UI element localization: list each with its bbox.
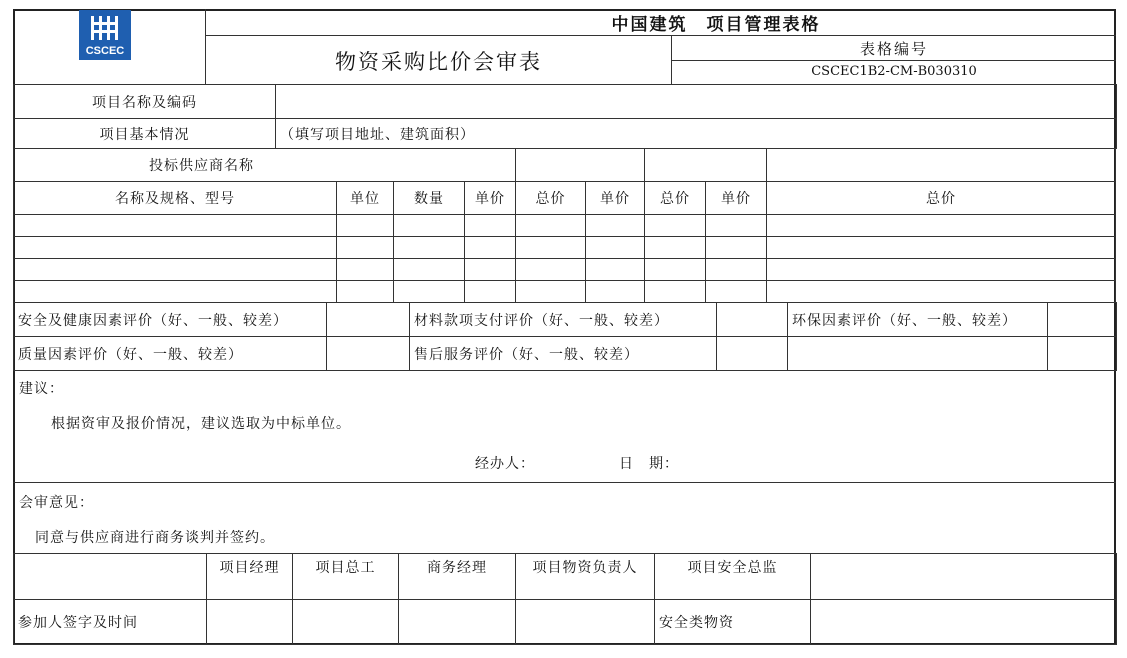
cell[interactable] <box>767 259 1116 281</box>
signoff-table <box>13 553 1117 645</box>
table-row <box>14 259 1116 281</box>
cell[interactable] <box>337 259 394 281</box>
env-eval-label: 环保因素评价（好、一般、较差） <box>788 303 1048 337</box>
quote-table <box>13 148 1116 303</box>
quality-eval-label: 质量因素评价（好、一般、较差） <box>14 337 327 371</box>
cell[interactable] <box>767 215 1116 237</box>
signoff-corner <box>14 554 207 600</box>
review-text: 同意与供应商进行商务谈判并签约。 <box>35 530 275 546</box>
project-info-table <box>13 84 1117 149</box>
col-qty: 数量 <box>394 182 465 215</box>
col-price-3: 单价 <box>706 182 767 215</box>
cell[interactable] <box>465 215 516 237</box>
table-row <box>14 281 1116 303</box>
cell[interactable] <box>645 281 706 303</box>
role-project-manager: 项目经理 <box>207 554 293 600</box>
aftersale-eval-value[interactable] <box>717 337 788 371</box>
cell[interactable] <box>465 259 516 281</box>
col-price-2: 单价 <box>586 182 645 215</box>
role-safety-director: 项目安全总监 <box>655 554 811 600</box>
sign-material-lead[interactable] <box>516 600 655 645</box>
payment-eval-value[interactable] <box>717 303 788 337</box>
cell[interactable] <box>394 215 465 237</box>
cell[interactable] <box>516 237 586 259</box>
cell[interactable] <box>394 281 465 303</box>
cell[interactable] <box>645 215 706 237</box>
col-total-1: 总价 <box>516 182 586 215</box>
cell[interactable] <box>706 215 767 237</box>
cell[interactable] <box>14 237 337 259</box>
cell[interactable] <box>337 237 394 259</box>
cscec-logo <box>79 10 131 60</box>
eval-blank-value[interactable] <box>1048 337 1117 371</box>
supplier-name-label: 投标供应商名称 <box>14 149 516 182</box>
cell[interactable] <box>394 237 465 259</box>
cell[interactable] <box>586 259 645 281</box>
safety-material-label: 安全类物资 <box>655 600 811 645</box>
supplier-2-name[interactable] <box>645 149 767 182</box>
cell[interactable] <box>465 281 516 303</box>
safety-material-value[interactable] <box>811 600 1117 645</box>
role-chief-engineer: 项目总工 <box>293 554 399 600</box>
cell[interactable] <box>14 281 337 303</box>
payment-eval-label: 材料款项支付评价（好、一般、较差） <box>410 303 717 337</box>
table-row <box>14 215 1116 237</box>
suggestion-label: 建议： <box>19 381 64 397</box>
project-info-label: 项目基本情况 <box>14 119 276 149</box>
cell[interactable] <box>706 259 767 281</box>
suggestion-text: 根据资审及报价情况，建议选取为中标单位。 <box>51 416 351 432</box>
cell[interactable] <box>586 237 645 259</box>
cell[interactable] <box>645 259 706 281</box>
cell[interactable] <box>767 237 1116 259</box>
form-no: CSCEC1B2-CM-B030310 <box>811 64 977 79</box>
aftersale-eval-label: 售后服务评价（好、一般、较差） <box>410 337 717 371</box>
handler-label: 经办人： <box>475 456 535 472</box>
company-title: 中国建筑 项目管理表格 <box>206 10 1116 36</box>
cell[interactable] <box>516 215 586 237</box>
col-unit: 单位 <box>337 182 394 215</box>
sign-label: 参加人签字及时间 <box>14 600 207 645</box>
col-price-1: 单价 <box>465 182 516 215</box>
col-total-3: 总价 <box>767 182 1116 215</box>
quality-eval-value[interactable] <box>327 337 410 371</box>
role-commercial-manager: 商务经理 <box>399 554 516 600</box>
logo-text: CSCEC <box>85 45 125 57</box>
suggestion-section <box>13 370 1116 483</box>
role-material-lead: 项目物资负责人 <box>516 554 655 600</box>
cell[interactable] <box>645 237 706 259</box>
review-section <box>13 483 1116 553</box>
safety-eval-value[interactable] <box>327 303 410 337</box>
form-title: 物资采购比价会审表 <box>206 36 672 84</box>
project-info-field[interactable]: （填写项目地址、建筑面积） <box>276 119 1117 149</box>
cell[interactable] <box>706 237 767 259</box>
project-name-field[interactable] <box>276 85 1117 119</box>
cell[interactable] <box>516 259 586 281</box>
cell[interactable] <box>394 259 465 281</box>
cell[interactable] <box>586 215 645 237</box>
env-eval-value[interactable] <box>1048 303 1117 337</box>
cell[interactable] <box>14 215 337 237</box>
cell[interactable] <box>516 281 586 303</box>
col-name-spec: 名称及规格、型号 <box>14 182 337 215</box>
project-name-label: 项目名称及编码 <box>14 85 276 119</box>
cell[interactable] <box>586 281 645 303</box>
sign-project-manager[interactable] <box>207 600 293 645</box>
cell[interactable] <box>706 281 767 303</box>
date-label: 日 期： <box>619 456 679 472</box>
cell[interactable] <box>14 259 337 281</box>
review-label: 会审意见： <box>19 495 94 511</box>
role-blank <box>811 554 1117 600</box>
evaluation-table <box>13 302 1117 371</box>
sign-commercial-manager[interactable] <box>399 600 516 645</box>
supplier-1-name[interactable] <box>516 149 645 182</box>
cell[interactable] <box>465 237 516 259</box>
table-row <box>14 237 1116 259</box>
eval-blank[interactable] <box>788 337 1048 371</box>
safety-eval-label: 安全及健康因素评价（好、一般、较差） <box>14 303 327 337</box>
form-no-label: 表格编号 <box>672 36 1116 61</box>
cell[interactable] <box>337 281 394 303</box>
supplier-3-name[interactable] <box>767 149 1116 182</box>
cell[interactable] <box>337 215 394 237</box>
col-total-2: 总价 <box>645 182 706 215</box>
cell[interactable] <box>767 281 1116 303</box>
sign-chief-engineer[interactable] <box>293 600 399 645</box>
